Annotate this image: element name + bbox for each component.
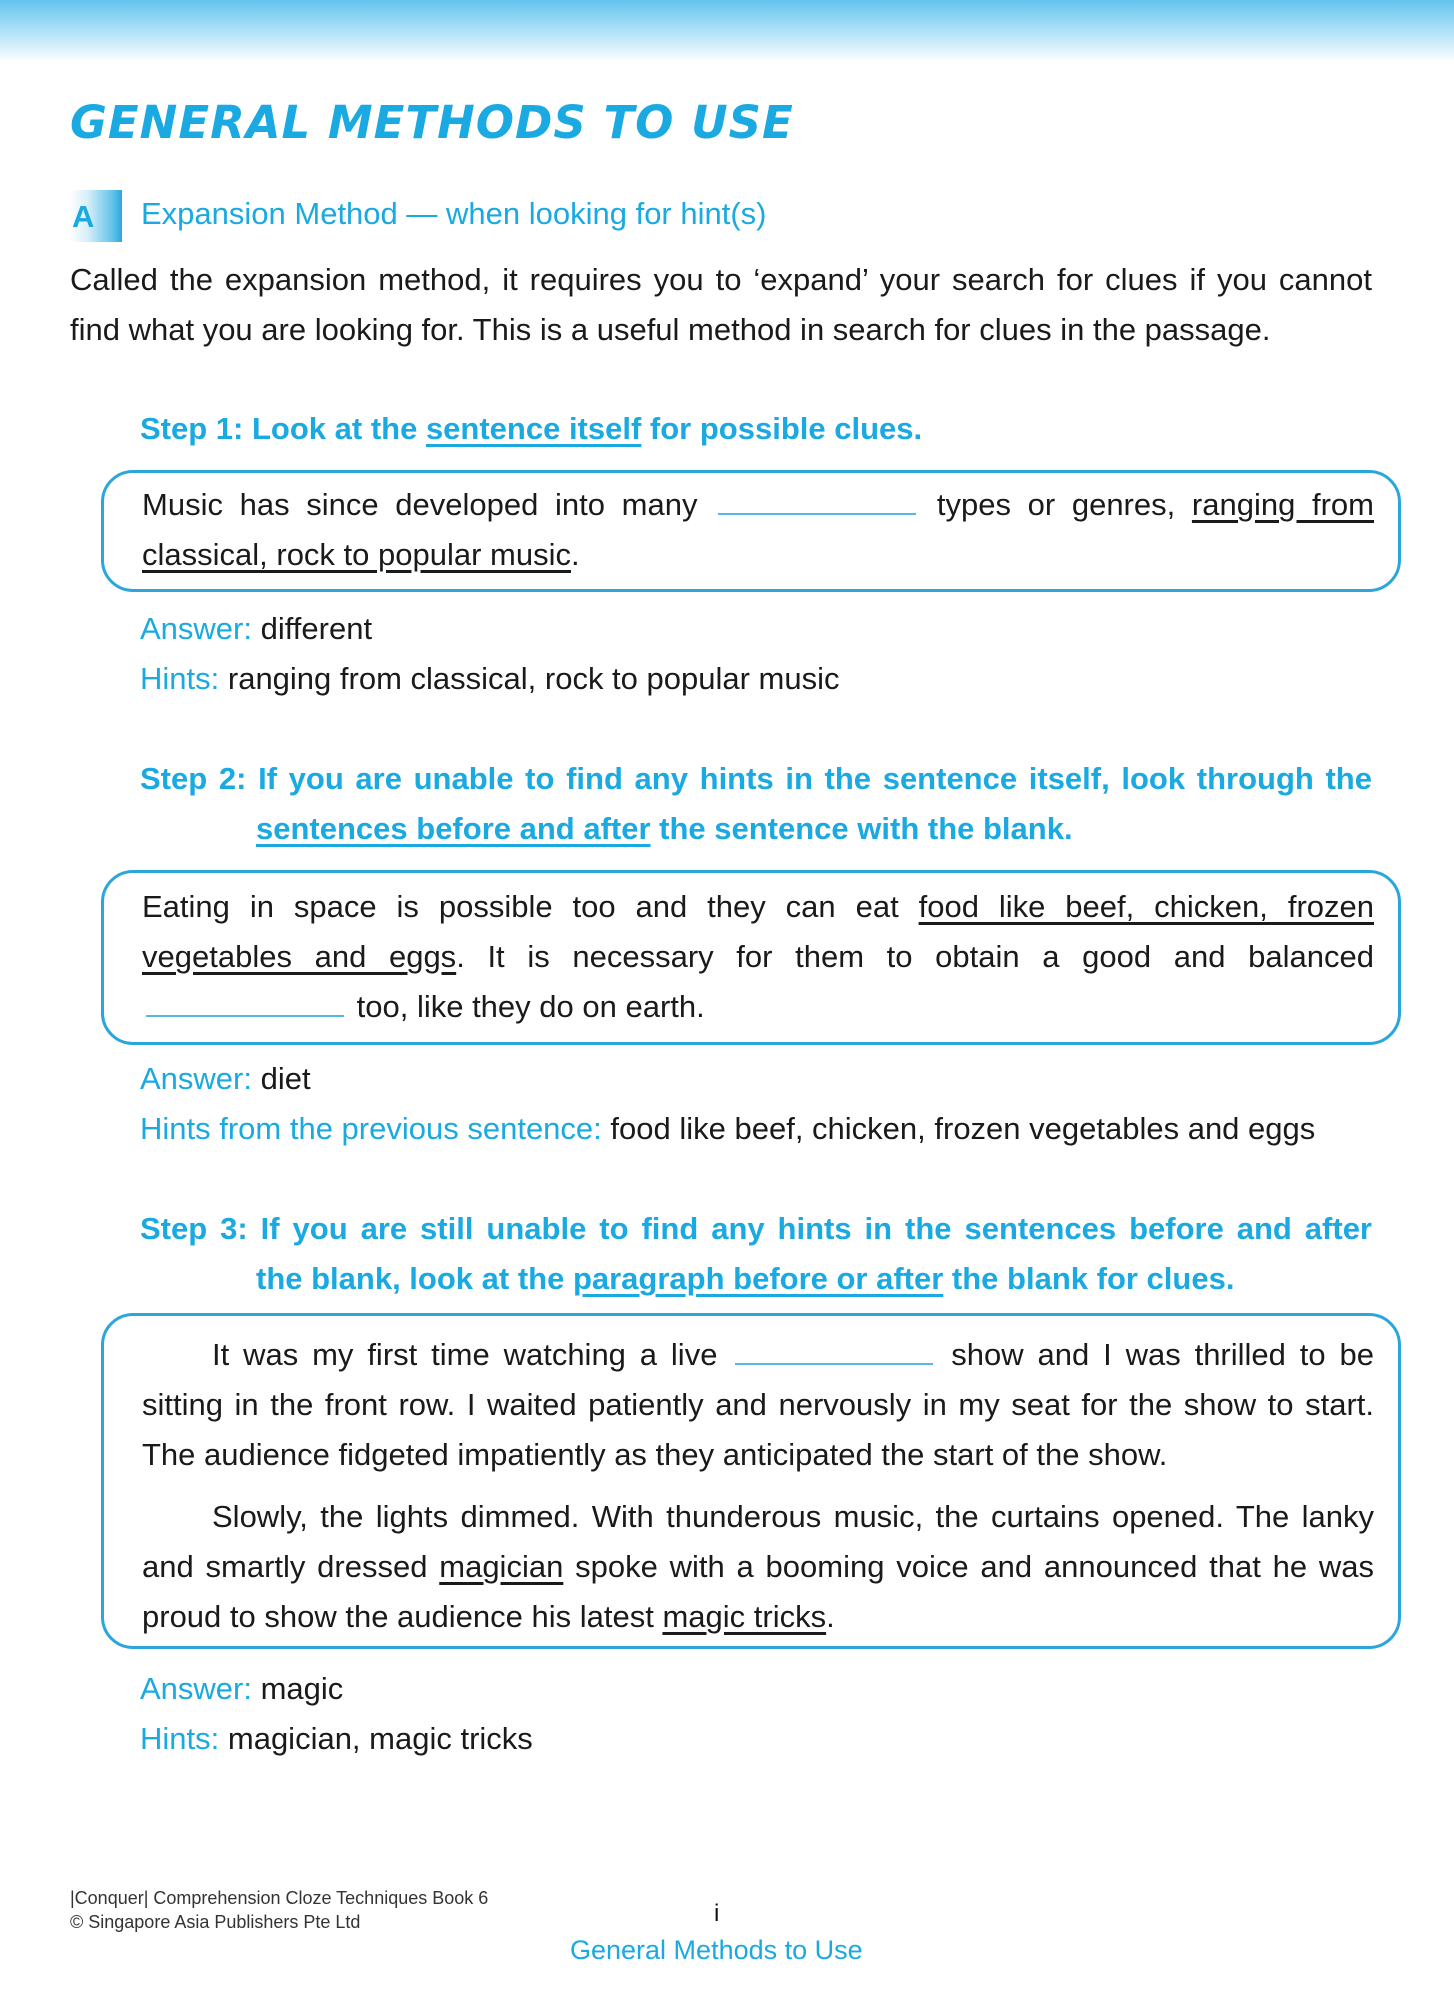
step2-line1 — [140, 754, 1372, 804]
step3-instruction — [140, 1204, 1372, 1304]
hints-label: Hints from the previous sentence: — [140, 1111, 602, 1146]
step3-text-underlined: paragraph before or after — [572, 1261, 944, 1296]
section-letter: A — [72, 199, 95, 234]
answer-label: Answer: — [140, 1671, 252, 1706]
step2-text-post: the sentence with the blank. — [650, 811, 1073, 846]
blank-line — [718, 513, 916, 515]
footer-copyright: © Singapore Asia Publishers Pte Ltd — [70, 1912, 361, 1932]
page-number: i — [714, 1900, 720, 1927]
step2-example-pre: Eating in space is possible too and they can eat — [142, 889, 919, 924]
step2-example-mid: . It is necessary for them to obtain a good and balanced — [456, 939, 1374, 974]
step1-example-mid: types or genres, — [936, 487, 1192, 522]
step2-hints — [140, 1104, 1315, 1154]
step3-example-p1-post: show and I was thrilled to be sitting in the front row. I waited patiently and nervously in my seat for the show to start. The audience fidgeted impatiently as they anticipated the start of the show. — [142, 1337, 1374, 1472]
step2-text-line1: If you are unable to find any hints in the sentence itself, look through the — [258, 761, 1372, 796]
step1-answer — [140, 604, 372, 654]
step3-example-p2-post: . — [826, 1599, 835, 1634]
section-header — [70, 190, 1370, 242]
answer-label: Answer: — [140, 1061, 252, 1096]
step2-example-clue: food like beef, chicken, frozen vegetables and eggs — [142, 889, 1374, 974]
step2-example-post: too, like they do on earth. — [356, 989, 705, 1024]
step1-example-post: . — [571, 537, 580, 572]
step2-line2 — [140, 804, 1372, 854]
step2-text-underlined: sentences before and after — [256, 811, 651, 846]
blank-line — [735, 1363, 933, 1365]
step3-example-p2-mid: spoke with a booming voice and announced that he was proud to show the audience his latest — [142, 1549, 1374, 1634]
step1-text-pre: Look at the — [251, 411, 426, 446]
hints-value: ranging from classical, rock to popular music — [227, 661, 840, 696]
step1-text-underlined: sentence itself — [425, 411, 642, 446]
step1-example-clue: ranging from classical, rock to popular music — [142, 487, 1374, 572]
step2-example-box — [101, 870, 1401, 1045]
section-title: Expansion Method — when looking for hint(s) — [141, 196, 767, 231]
step1-text-post: for possible clues. — [641, 411, 923, 446]
hints-value: food like beef, chicken, frozen vegetables and eggs — [610, 1111, 1316, 1146]
step3-example-box — [101, 1313, 1401, 1649]
step1-example-text — [142, 480, 1374, 580]
step3-example-paragraph-2 — [142, 1492, 1374, 1642]
step3-example-p2-pre: Slowly, the lights dimmed. With thunderous music, the curtains opened. The lanky and smartly dressed — [142, 1499, 1374, 1584]
step1-example-box — [101, 470, 1401, 592]
step1-hints — [140, 654, 840, 704]
step3-example-p1-pre: It was my first time watching a live — [212, 1337, 718, 1372]
hints-value: magician, magic tricks — [227, 1721, 533, 1756]
hints-label: Hints: — [140, 661, 220, 696]
section-letter-badge — [70, 190, 122, 242]
step1-instruction — [140, 404, 1372, 454]
footer-section-name: General Methods to Use — [570, 1935, 863, 1965]
footer-credits — [70, 1886, 488, 1934]
step3-text-line2-post: the blank for clues. — [943, 1261, 1235, 1296]
step3-text-line2-pre: the blank, look at the — [256, 1261, 573, 1296]
blank-line — [146, 1015, 344, 1017]
step2-answer — [140, 1054, 311, 1104]
step2-instruction — [140, 754, 1372, 854]
top-color-band — [0, 0, 1454, 62]
step2-label: Step 2: — [140, 761, 247, 796]
step3-answer — [140, 1664, 343, 1714]
answer-value: magic — [260, 1671, 344, 1706]
step3-example-clue-2: magic tricks — [662, 1599, 827, 1634]
step3-example-clue-1: magician — [439, 1549, 564, 1584]
answer-label: Answer: — [140, 611, 252, 646]
step3-line2 — [140, 1254, 1372, 1304]
step3-line1 — [140, 1204, 1372, 1254]
step1-label: Step 1: — [140, 411, 244, 446]
step2-example-text — [142, 882, 1374, 1032]
step3-example-paragraph-1 — [142, 1330, 1374, 1480]
answer-value: diet — [260, 1061, 311, 1096]
step1-example-pre: Music has since developed into many — [142, 487, 698, 522]
step3-label: Step 3: — [140, 1211, 248, 1246]
intro-paragraph: Called the expansion method, it requires you to ‘expand’ your search for clues if you cannot find what you are looking for. This is a useful method in search for clues in the passage. — [70, 262, 1372, 347]
hints-label: Hints: — [140, 1721, 220, 1756]
step3-hints — [140, 1714, 533, 1764]
answer-value: different — [260, 611, 373, 646]
page-title: GENERAL METHODS TO USE — [70, 96, 794, 149]
step3-text-line1: If you are still unable to find any hints in the sentences before and after — [260, 1211, 1372, 1246]
footer-book-title: |Conquer| Comprehension Cloze Techniques Book 6 — [70, 1888, 489, 1908]
